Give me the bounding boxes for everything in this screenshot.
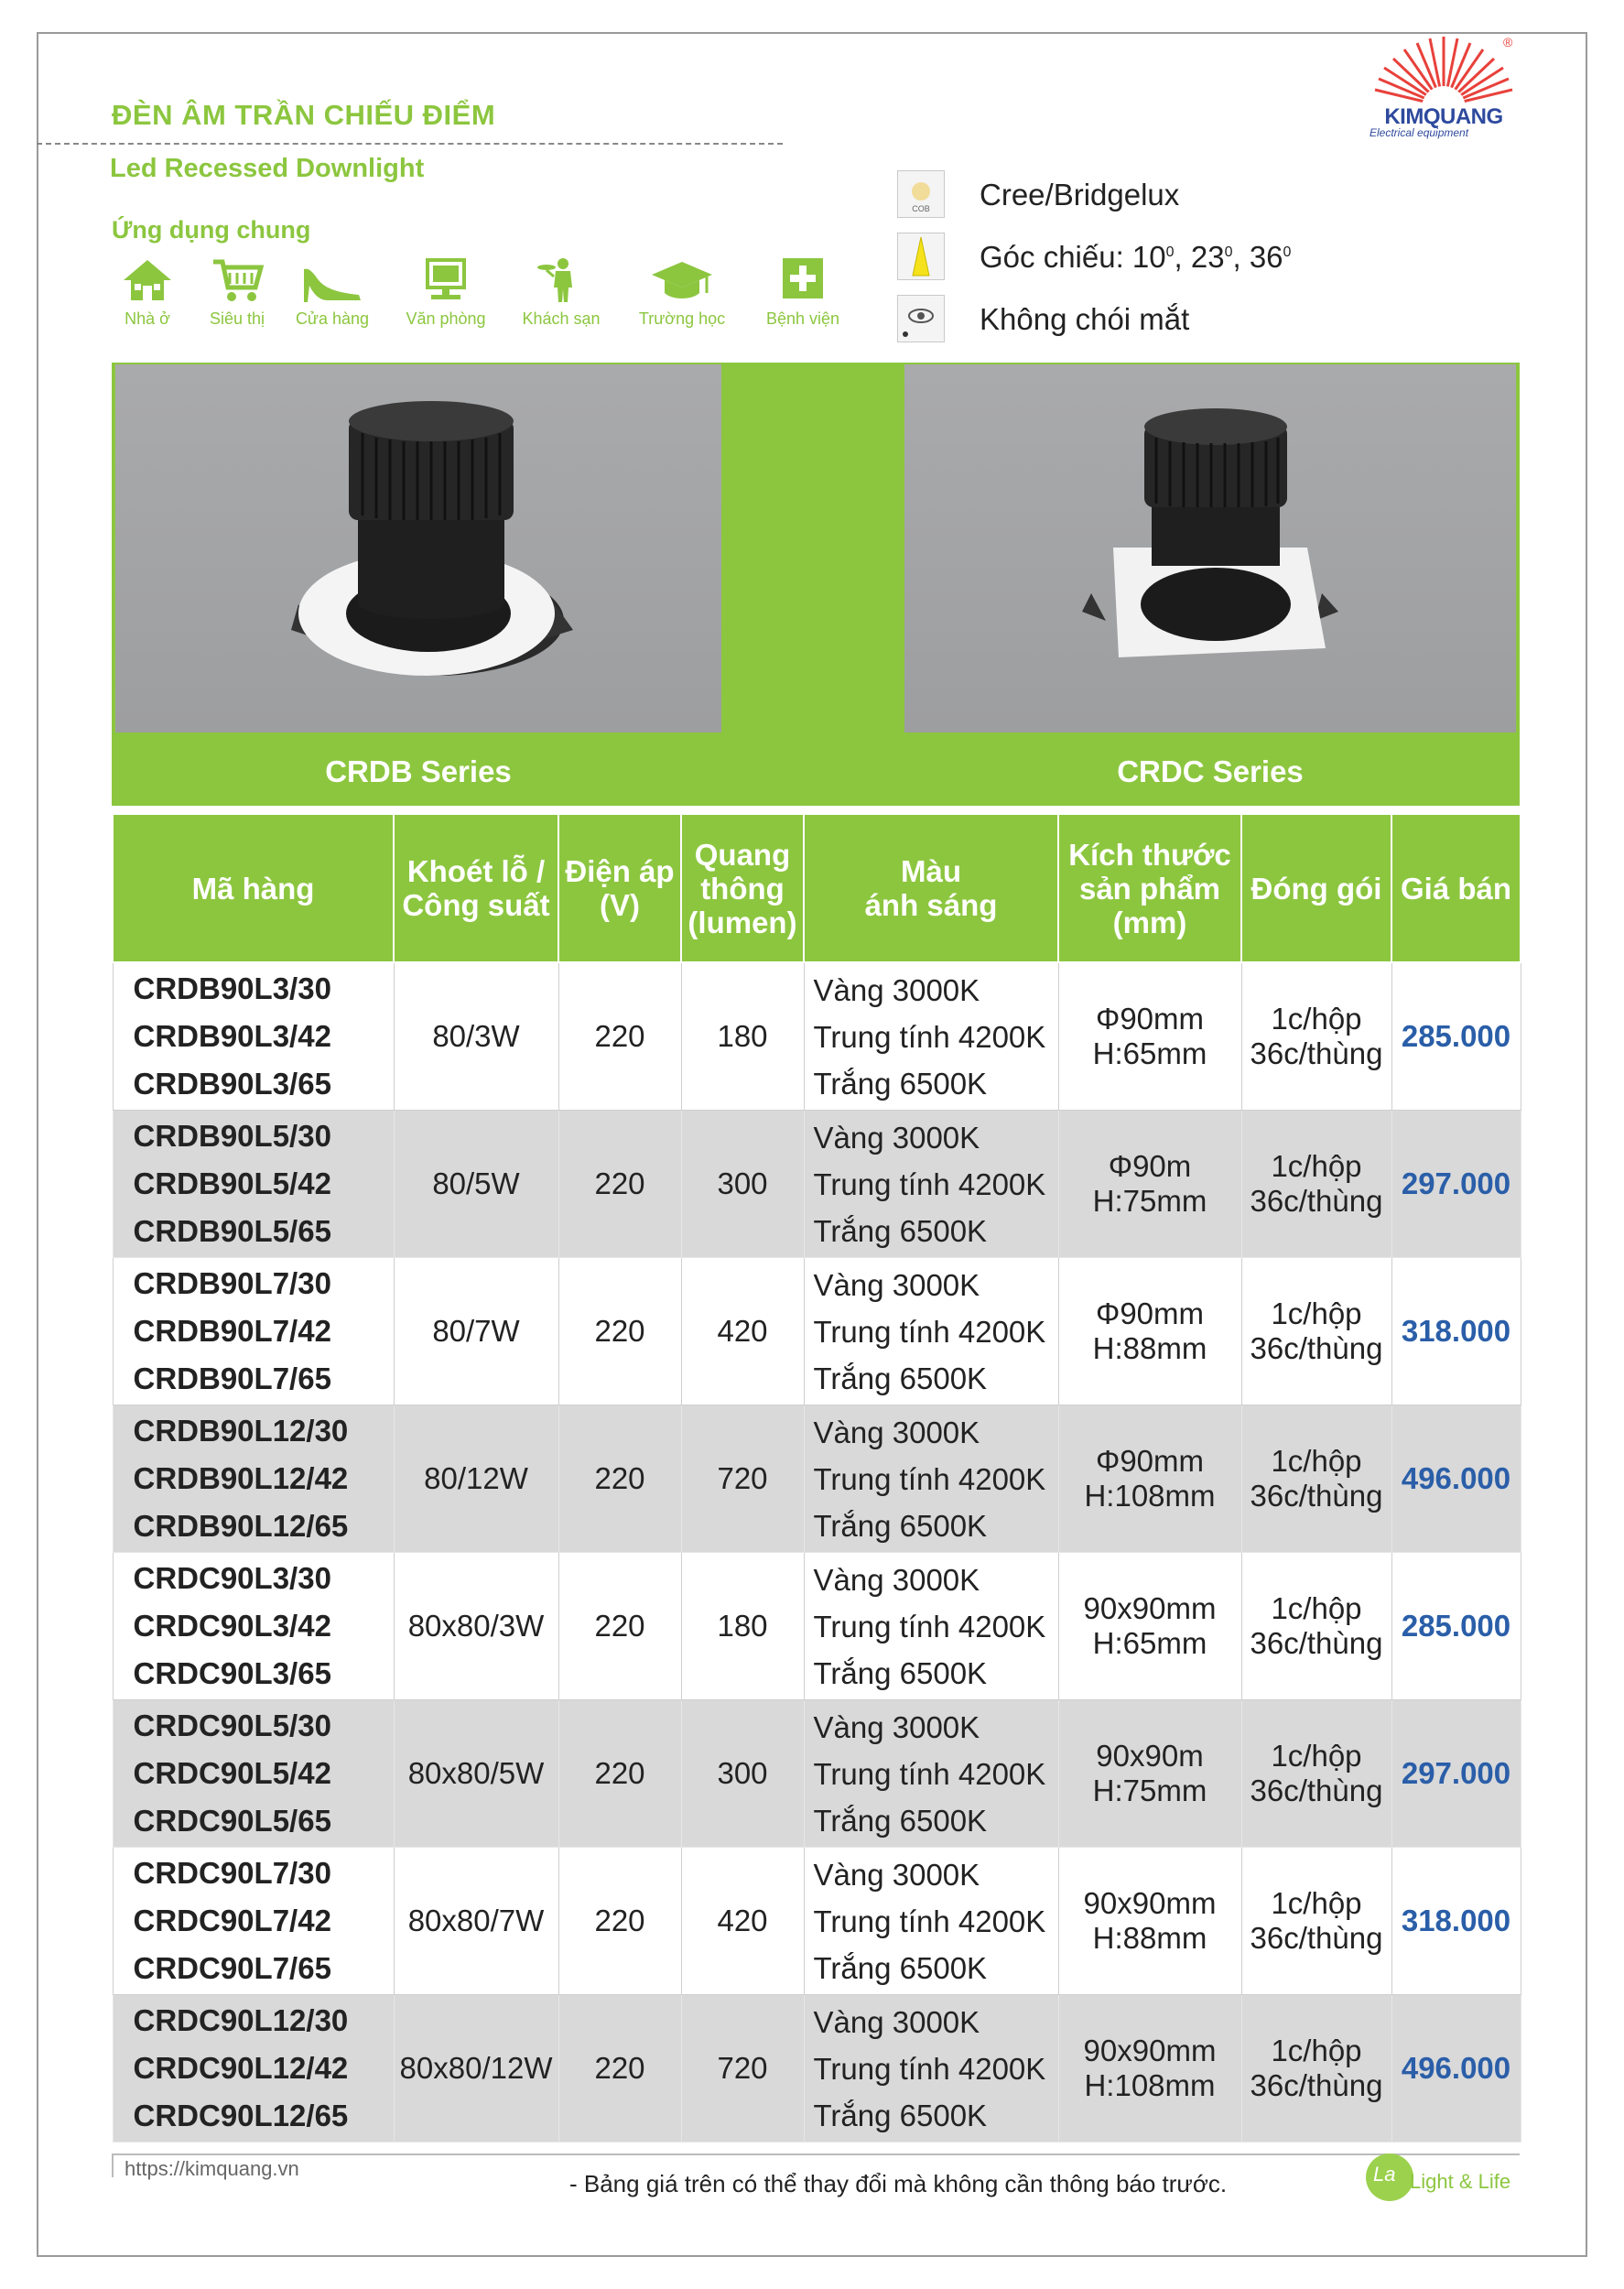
product-codes: CRDC90L3/30 CRDC90L3/42 CRDC90L3/65	[113, 1553, 394, 1700]
kimquang-logo	[1366, 35, 1521, 139]
cutout-power: 80/5W	[394, 1111, 558, 1258]
voltage: 220	[558, 1258, 681, 1405]
sunburst-logo-icon	[1366, 35, 1521, 108]
series-label-right: CRDC Series	[1117, 754, 1304, 788]
lumen: 180	[681, 1553, 804, 1700]
application-item	[395, 256, 496, 329]
price-change-note: - Bảng giá trên có thể thay đổi mà không cần thông báo trước.	[569, 2170, 1228, 2197]
voltage: 220	[558, 1405, 681, 1553]
cutout-power: 80x80/12W	[394, 1995, 558, 2143]
page-subtitle: Led Recessed Downlight	[110, 154, 425, 183]
packaging: 1c/hộp 36c/thùng	[1241, 1258, 1391, 1405]
feature-glare-text: Không chói mắt	[980, 302, 1190, 336]
price: 285.000	[1391, 1553, 1521, 1700]
logo-subtitle: Electrical equipment	[1370, 126, 1469, 139]
hospital-cross-icon	[775, 256, 830, 304]
lumen: 720	[681, 1995, 804, 2143]
table-row	[113, 1848, 1521, 1995]
packaging: 1c/hộp 36c/thùng	[1241, 1848, 1391, 1995]
packaging: 1c/hộp 36c/thùng	[1241, 1405, 1391, 1553]
cutout-power: 80/3W	[394, 962, 558, 1111]
application-label: Khách sạn	[522, 309, 601, 328]
price: 285.000	[1391, 962, 1521, 1111]
product-codes: CRDB90L5/30 CRDB90L5/42 CRDB90L5/65	[113, 1111, 394, 1258]
lumen: 300	[681, 1111, 804, 1258]
product-size: Φ90mm H:108mm	[1058, 1405, 1241, 1553]
table-header-row	[113, 814, 1521, 962]
voltage: 220	[558, 962, 681, 1111]
voltage: 220	[558, 1553, 681, 1700]
square-downlight-image	[904, 364, 1516, 732]
voltage: 220	[558, 1700, 681, 1848]
application-label: Trường học	[638, 309, 726, 328]
series-label-left: CRDB Series	[325, 754, 512, 788]
application-item	[752, 256, 853, 329]
header-size: Kích thước sản phẩm (mm)	[1058, 814, 1241, 962]
lumen: 720	[681, 1405, 804, 1553]
product-codes: CRDC90L7/30 CRDC90L7/42 CRDC90L7/65	[113, 1848, 394, 1995]
feature-beam	[897, 233, 1538, 284]
header-pack: Đóng gói	[1241, 814, 1391, 962]
light-colors: Vàng 3000K Trung tính 4200K Trắng 6500K	[804, 1995, 1058, 2143]
round-downlight-image	[115, 364, 721, 732]
website-link[interactable]: https://kimquang.vn	[125, 2157, 299, 2180]
light-life-text: Light & Life	[1410, 2170, 1511, 2193]
house-icon	[120, 256, 175, 304]
lumen: 180	[681, 962, 804, 1111]
crdc-product-photo	[904, 364, 1516, 732]
feature-chip-text: Cree/Bridgelux	[980, 178, 1180, 212]
price: 318.000	[1391, 1258, 1521, 1405]
product-codes: CRDB90L7/30 CRDB90L7/42 CRDB90L7/65	[113, 1258, 394, 1405]
light-colors: Vàng 3000K Trung tính 4200K Trắng 6500K	[804, 1258, 1058, 1405]
packaging: 1c/hộp 36c/thùng	[1241, 1700, 1391, 1848]
cob-label: COB	[912, 204, 930, 213]
product-codes: CRDC90L5/30 CRDC90L5/42 CRDC90L5/65	[113, 1700, 394, 1848]
table-row	[113, 1553, 1521, 1700]
registered-mark: ®	[1503, 35, 1513, 49]
light-life-mark: La	[1373, 2163, 1396, 2186]
header-price: Giá bán	[1391, 814, 1521, 962]
price: 318.000	[1391, 1848, 1521, 1995]
series-band	[112, 736, 1520, 806]
applications-row	[103, 256, 862, 339]
header-voltage: Điện áp (V)	[558, 814, 681, 962]
cob-chip-icon	[897, 170, 945, 218]
product-size: 90x90mm H:88mm	[1058, 1848, 1241, 1995]
applications-title: Ứng dụng chung	[112, 216, 311, 244]
eye-icon	[897, 295, 945, 342]
footer-tick	[112, 2153, 114, 2177]
page-title: ĐÈN ÂM TRẦN CHIẾU ĐIỂM	[112, 99, 496, 131]
header-code: Mã hàng	[113, 814, 394, 962]
product-size: Φ90m H:75mm	[1058, 1111, 1241, 1258]
light-life-logo	[1366, 2153, 1521, 2208]
application-item	[282, 256, 383, 329]
packaging: 1c/hộp 36c/thùng	[1241, 962, 1391, 1111]
application-item	[511, 256, 612, 329]
application-label: Siêu thị	[209, 309, 265, 328]
packaging: 1c/hộp 36c/thùng	[1241, 1553, 1391, 1700]
packaging: 1c/hộp 36c/thùng	[1241, 1995, 1391, 2143]
product-size: 90x90mm H:65mm	[1058, 1553, 1241, 1700]
voltage: 220	[558, 1111, 681, 1258]
voltage: 220	[558, 1995, 681, 2143]
application-item	[187, 256, 287, 329]
price-table	[112, 813, 1521, 2143]
office-monitor-icon	[418, 256, 473, 304]
application-label: Bệnh viện	[765, 309, 840, 328]
product-size: Φ90mm H:65mm	[1058, 962, 1241, 1111]
application-label: Nhà ở	[125, 309, 170, 328]
logo-brand: KIMQUANG	[1384, 104, 1503, 129]
header-cutout: Khoét lỗ / Công suất	[394, 814, 558, 962]
lumen: 420	[681, 1258, 804, 1405]
cutout-power: 80x80/5W	[394, 1700, 558, 1848]
table-row	[113, 1700, 1521, 1848]
footer-divider	[112, 2153, 1520, 2155]
graduation-cap-icon	[650, 256, 714, 304]
header-divider	[37, 143, 783, 145]
table-row	[113, 1995, 1521, 2143]
packaging: 1c/hộp 36c/thùng	[1241, 1111, 1391, 1258]
beam-angle-icon	[897, 233, 945, 280]
product-size: 90x90m H:75mm	[1058, 1700, 1241, 1848]
light-colors: Vàng 3000K Trung tính 4200K Trắng 6500K	[804, 1553, 1058, 1700]
light-colors: Vàng 3000K Trung tính 4200K Trắng 6500K	[804, 1405, 1058, 1553]
application-item	[632, 256, 732, 329]
light-colors: Vàng 3000K Trung tính 4200K Trắng 6500K	[804, 962, 1058, 1111]
application-label: Văn phòng	[406, 309, 486, 328]
cutout-power: 80/12W	[394, 1405, 558, 1553]
product-codes: CRDB90L3/30 CRDB90L3/42 CRDB90L3/65	[113, 962, 394, 1111]
header-lumen: Quang thông (lumen)	[681, 814, 804, 962]
price: 297.000	[1391, 1700, 1521, 1848]
cutout-power: 80x80/3W	[394, 1553, 558, 1700]
feature-chip	[897, 170, 1538, 222]
voltage: 220	[558, 1848, 681, 1995]
light-colors: Vàng 3000K Trung tính 4200K Trắng 6500K	[804, 1111, 1058, 1258]
product-photo-band	[112, 363, 1520, 736]
cutout-power: 80/7W	[394, 1258, 558, 1405]
light-colors: Vàng 3000K Trung tính 4200K Trắng 6500K	[804, 1848, 1058, 1995]
application-label: Cửa hàng	[295, 309, 370, 328]
table-row	[113, 1111, 1521, 1258]
price: 496.000	[1391, 1405, 1521, 1553]
product-size: Φ90mm H:88mm	[1058, 1258, 1241, 1405]
feature-beam-text: Góc chiếu: $10^0$, $23^0$, $36^0$	[980, 240, 1292, 274]
cutout-power: 80x80/7W	[394, 1848, 558, 1995]
product-codes: CRDC90L12/30 CRDC90L12/42 CRDC90L12/65	[113, 1995, 394, 2143]
header-color: Màu ánh sáng	[804, 814, 1058, 962]
high-heel-icon	[300, 256, 364, 304]
lumen: 300	[681, 1700, 804, 1848]
table-row	[113, 962, 1521, 1111]
hotel-waiter-icon	[534, 256, 589, 304]
product-codes: CRDB90L12/30 CRDB90L12/42 CRDB90L12/65	[113, 1405, 394, 1553]
crdb-product-photo	[115, 364, 721, 732]
price: 496.000	[1391, 1995, 1521, 2143]
lumen: 420	[681, 1848, 804, 1995]
feature-glare	[897, 295, 1538, 346]
product-size: 90x90mm H:108mm	[1058, 1995, 1241, 2143]
light-colors: Vàng 3000K Trung tính 4200K Trắng 6500K	[804, 1700, 1058, 1848]
price: 297.000	[1391, 1111, 1521, 1258]
shopping-cart-icon	[210, 256, 265, 304]
table-row	[113, 1405, 1521, 1553]
table-row	[113, 1258, 1521, 1405]
application-item	[97, 256, 198, 329]
